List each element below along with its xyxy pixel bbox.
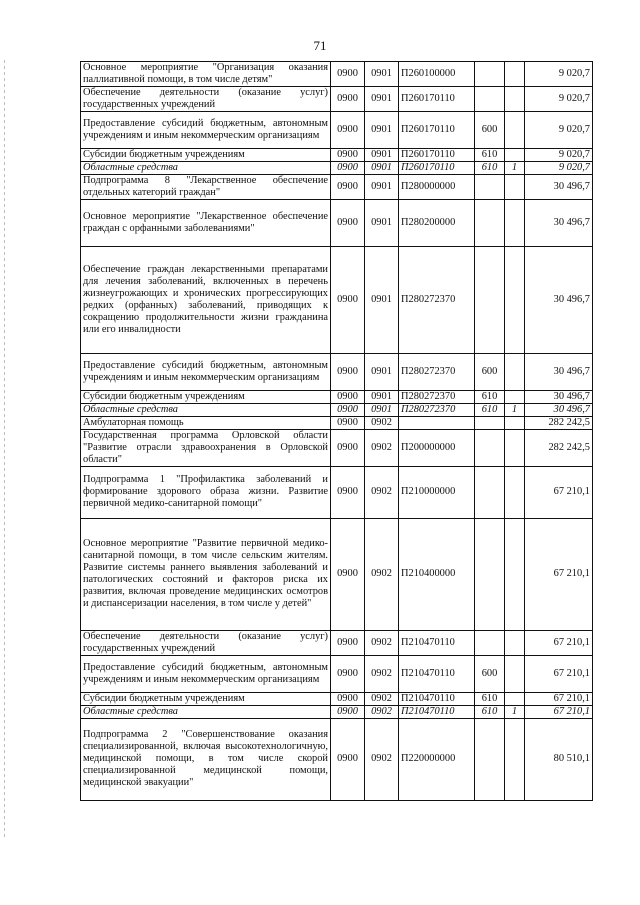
- row-target-article-code: П200000000: [399, 429, 475, 466]
- row-name: Обеспечение деятельности (оказание услуг) государственных учреждений: [81, 86, 331, 111]
- row-section-code: 0900: [331, 655, 365, 692]
- row-name: Амбулаторная помощь: [81, 416, 331, 429]
- row-name: Основное мероприятие "Лекарственное обеспечение граждан с орфанными заболеваниями": [81, 199, 331, 246]
- scan-binding-edge: [4, 60, 5, 840]
- row-subsection-code: 0902: [365, 518, 399, 630]
- row-subsection-code: 0902: [365, 692, 399, 705]
- row-subsection-code: 0901: [365, 161, 399, 174]
- row-funding-source-code: 1: [505, 705, 525, 718]
- row-subsection-code: 0902: [365, 416, 399, 429]
- row-section-code: 0900: [331, 630, 365, 655]
- row-name: Субсидии бюджетным учреждениям: [81, 692, 331, 705]
- row-expense-type-code: 600: [475, 111, 505, 148]
- row-funding-source-code: [505, 174, 525, 199]
- table-row: [81, 630, 593, 655]
- row-funding-source-code: [505, 148, 525, 161]
- row-name: Государственная программа Орловской области "Развитие отрасли здравоохранения в Орловской области": [81, 429, 331, 466]
- row-expense-type-code: [475, 416, 505, 429]
- row-name: Субсидии бюджетным учреждениям: [81, 148, 331, 161]
- row-subsection-code: 0901: [365, 246, 399, 353]
- row-target-article-code: П210400000: [399, 518, 475, 630]
- row-funding-source-code: [505, 86, 525, 111]
- row-subsection-code: 0901: [365, 86, 399, 111]
- row-amount: 9 020,7: [525, 86, 593, 111]
- row-section-code: 0900: [331, 718, 365, 800]
- row-expense-type-code: [475, 718, 505, 800]
- row-amount: 67 210,1: [525, 466, 593, 518]
- row-amount: 80 510,1: [525, 718, 593, 800]
- page-number: 71: [313, 38, 327, 53]
- row-funding-source-code: [505, 655, 525, 692]
- row-expense-type-code: 610: [475, 161, 505, 174]
- row-target-article-code: П280000000: [399, 174, 475, 199]
- row-subsection-code: 0901: [365, 62, 399, 87]
- row-amount: 9 020,7: [525, 161, 593, 174]
- row-target-article-code: [399, 416, 475, 429]
- row-subsection-code: 0901: [365, 199, 399, 246]
- row-target-article-code: П210470110: [399, 692, 475, 705]
- row-expense-type-code: 600: [475, 353, 505, 390]
- row-funding-source-code: [505, 353, 525, 390]
- row-amount: 30 496,7: [525, 199, 593, 246]
- row-subsection-code: 0902: [365, 718, 399, 800]
- row-expense-type-code: [475, 630, 505, 655]
- table-row: [81, 466, 593, 518]
- row-name: Субсидии бюджетным учреждениям: [81, 390, 331, 403]
- row-amount: 67 210,1: [525, 518, 593, 630]
- row-target-article-code: П210470110: [399, 655, 475, 692]
- table-row: [81, 692, 593, 705]
- row-funding-source-code: [505, 692, 525, 705]
- row-section-code: 0900: [331, 353, 365, 390]
- row-subsection-code: 0901: [365, 111, 399, 148]
- row-target-article-code: П210470110: [399, 705, 475, 718]
- row-funding-source-code: [505, 416, 525, 429]
- row-funding-source-code: 1: [505, 161, 525, 174]
- row-amount: 30 496,7: [525, 174, 593, 199]
- row-funding-source-code: [505, 246, 525, 353]
- row-name: Подпрограмма 1 "Профилактика заболеваний и формирование здорового образа жизни. Развитие первичной медико-санитарной помощи": [81, 466, 331, 518]
- row-expense-type-code: [475, 466, 505, 518]
- row-target-article-code: П220000000: [399, 718, 475, 800]
- row-target-article-code: П260170110: [399, 148, 475, 161]
- row-funding-source-code: [505, 62, 525, 87]
- row-name: Областные средства: [81, 705, 331, 718]
- row-section-code: 0900: [331, 429, 365, 466]
- row-amount: 282 242,5: [525, 429, 593, 466]
- row-subsection-code: 0902: [365, 466, 399, 518]
- row-subsection-code: 0901: [365, 148, 399, 161]
- table-row: [81, 199, 593, 246]
- row-section-code: 0900: [331, 390, 365, 403]
- row-target-article-code: П260100000: [399, 62, 475, 87]
- row-expense-type-code: [475, 429, 505, 466]
- row-amount: 30 496,7: [525, 246, 593, 353]
- row-subsection-code: 0901: [365, 390, 399, 403]
- table-row: [81, 161, 593, 174]
- row-funding-source-code: [505, 429, 525, 466]
- budget-table: [80, 61, 593, 801]
- table-row: [81, 518, 593, 630]
- row-amount: 9 020,7: [525, 148, 593, 161]
- row-subsection-code: 0902: [365, 705, 399, 718]
- table-row: [81, 705, 593, 718]
- row-section-code: 0900: [331, 148, 365, 161]
- row-section-code: 0900: [331, 246, 365, 353]
- row-section-code: 0900: [331, 518, 365, 630]
- row-section-code: 0900: [331, 705, 365, 718]
- row-name: Областные средства: [81, 161, 331, 174]
- row-funding-source-code: [505, 466, 525, 518]
- row-expense-type-code: 610: [475, 692, 505, 705]
- row-target-article-code: П280272370: [399, 403, 475, 416]
- budget-table-body: [81, 62, 593, 801]
- row-section-code: 0900: [331, 199, 365, 246]
- table-row: [81, 718, 593, 800]
- row-section-code: 0900: [331, 111, 365, 148]
- row-subsection-code: 0901: [365, 174, 399, 199]
- row-name: Предоставление субсидий бюджетным, автономным учреждениям и иным некоммерческим организациям: [81, 353, 331, 390]
- row-expense-type-code: 610: [475, 705, 505, 718]
- table-row: [81, 246, 593, 353]
- row-funding-source-code: [505, 718, 525, 800]
- row-target-article-code: П280272370: [399, 353, 475, 390]
- row-expense-type-code: 610: [475, 148, 505, 161]
- table-row: [81, 174, 593, 199]
- table-row: [81, 429, 593, 466]
- row-expense-type-code: 600: [475, 655, 505, 692]
- row-subsection-code: 0901: [365, 403, 399, 416]
- table-row: [81, 655, 593, 692]
- row-section-code: 0900: [331, 86, 365, 111]
- table-row: [81, 416, 593, 429]
- row-target-article-code: П210000000: [399, 466, 475, 518]
- row-amount: 30 496,7: [525, 390, 593, 403]
- row-amount: 67 210,1: [525, 705, 593, 718]
- row-name: Предоставление субсидий бюджетным, автономным учреждениям и иным некоммерческим организациям: [81, 111, 331, 148]
- row-amount: 30 496,7: [525, 353, 593, 390]
- table-row: [81, 111, 593, 148]
- row-funding-source-code: [505, 111, 525, 148]
- row-target-article-code: П210470110: [399, 630, 475, 655]
- row-amount: 9 020,7: [525, 62, 593, 87]
- row-subsection-code: 0902: [365, 429, 399, 466]
- row-target-article-code: П280200000: [399, 199, 475, 246]
- row-section-code: 0900: [331, 403, 365, 416]
- row-name: Основное мероприятие "Организация оказания паллиативной помощи, в том числе детям": [81, 62, 331, 87]
- row-subsection-code: 0902: [365, 630, 399, 655]
- row-expense-type-code: [475, 199, 505, 246]
- row-expense-type-code: [475, 246, 505, 353]
- row-section-code: 0900: [331, 416, 365, 429]
- row-name: Областные средства: [81, 403, 331, 416]
- row-target-article-code: П260170110: [399, 111, 475, 148]
- row-amount: 9 020,7: [525, 111, 593, 148]
- row-funding-source-code: [505, 390, 525, 403]
- row-expense-type-code: [475, 518, 505, 630]
- row-amount: 282 242,5: [525, 416, 593, 429]
- row-expense-type-code: [475, 62, 505, 87]
- row-section-code: 0900: [331, 692, 365, 705]
- row-name: Обеспечение граждан лекарственными препаратами для лечения заболеваний, включенных в перечень жизнеугрожающих и хронических прогрессирующих редких (орфанных) заболеваний, приводящих к сокращению продолжительности жизни гражданина или его инвалидности: [81, 246, 331, 353]
- row-subsection-code: 0902: [365, 655, 399, 692]
- row-expense-type-code: [475, 86, 505, 111]
- table-row: [81, 353, 593, 390]
- row-name: Обеспечение деятельности (оказание услуг) государственных учреждений: [81, 630, 331, 655]
- row-target-article-code: П280272370: [399, 390, 475, 403]
- row-amount: 67 210,1: [525, 692, 593, 705]
- row-section-code: 0900: [331, 174, 365, 199]
- row-subsection-code: 0901: [365, 353, 399, 390]
- row-target-article-code: П260170110: [399, 86, 475, 111]
- table-row: [81, 86, 593, 111]
- table-row: [81, 148, 593, 161]
- row-name: Подпрограмма 8 "Лекарственное обеспечение отдельных категорий граждан": [81, 174, 331, 199]
- row-amount: 67 210,1: [525, 630, 593, 655]
- row-section-code: 0900: [331, 466, 365, 518]
- table-row: [81, 390, 593, 403]
- table-row: [81, 62, 593, 87]
- row-expense-type-code: 610: [475, 403, 505, 416]
- row-section-code: 0900: [331, 62, 365, 87]
- table-row: [81, 403, 593, 416]
- row-target-article-code: П280272370: [399, 246, 475, 353]
- row-name: Подпрограмма 2 "Совершенствование оказания специализированной, включая высокотехнологичную, медицинской помощи, в том числе скорой специализированной медицинской помощи, медицинской эвакуации": [81, 718, 331, 800]
- row-amount: 67 210,1: [525, 655, 593, 692]
- row-funding-source-code: [505, 630, 525, 655]
- row-expense-type-code: [475, 174, 505, 199]
- row-amount: 30 496,7: [525, 403, 593, 416]
- row-expense-type-code: 610: [475, 390, 505, 403]
- row-funding-source-code: [505, 199, 525, 246]
- row-name: Предоставление субсидий бюджетным, автономным учреждениям и иным некоммерческим организациям: [81, 655, 331, 692]
- row-target-article-code: П260170110: [399, 161, 475, 174]
- row-section-code: 0900: [331, 161, 365, 174]
- row-funding-source-code: 1: [505, 403, 525, 416]
- row-name: Основное мероприятие "Развитие первичной медико-санитарной помощи, в том числе сельским жителям. Развитие системы раннего выявления заболеваний и патологических состояний и факторов риска их развития, включая проведение медицинских осмотров и диспансеризации населения, в том числе у детей": [81, 518, 331, 630]
- row-funding-source-code: [505, 518, 525, 630]
